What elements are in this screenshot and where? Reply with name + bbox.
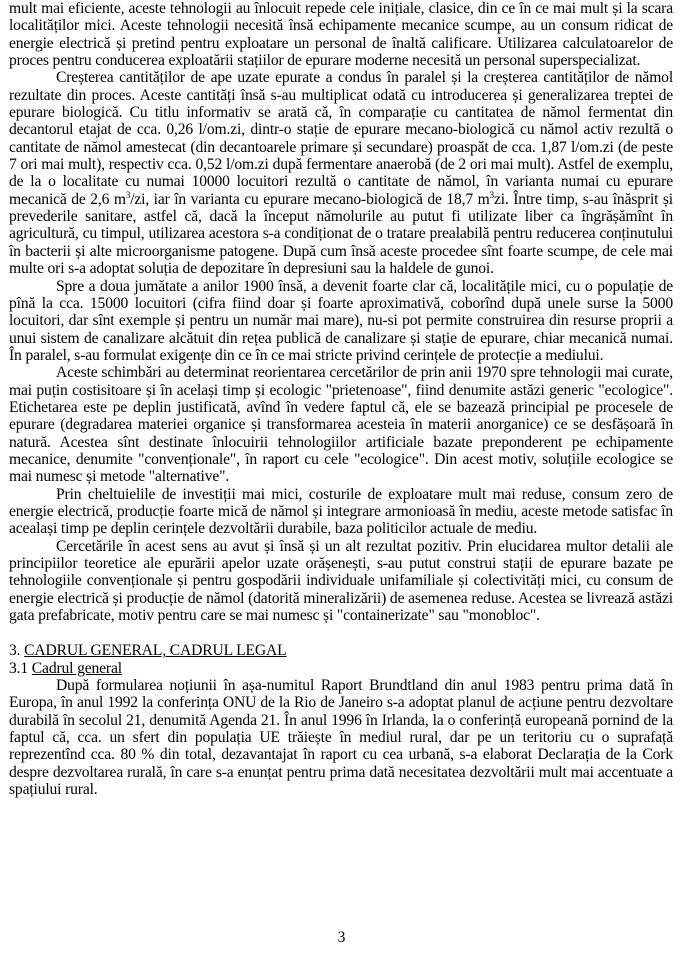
subsection-number: 3.1 <box>9 659 32 677</box>
page-number: 3 <box>337 929 346 946</box>
paragraph-text-part: /zi, iar în varianta cu epurare mecano-biologică de 18,7 m <box>130 190 490 208</box>
paragraph-text-part: Creșterea cantităților de ape uzate epurate a condus în paralel și la creșterea cantităților de nămol rezultate din proces. Aceste cantități însă s-au multiplicat odată cu introducerea și generalizarea treptei de epurare biologică. Cu titlu informativ se arată că, în comparație cu cantitatea de nămol fermentat din decantorul etajat de cca. 0,26 l/om.zi, dintr-o stație de epurare mecano-biologică cu nămol activ rezultă o cantitate de nămol amestecat (din decantoarele primare și secundare) proaspăt de cca. 1,87 l/om.zi (de peste 7 ori mai mult), respectiv cca. 0,52 l/om.zi după fermentare anaerobă (de 2 ori mai mult). Astfel de exemplu, de la o localitate cu numai 10000 locuitori rezultă o cantitate de nămol, în varianta numai cu epurare mecanică de 2,6 m <box>9 69 673 208</box>
paragraph-investment-costs: Prin cheltuielile de investiții mai mici, costurile de exploatare mult mai reduse, consum zero de energie electrică, producție foarte mică de nămol și integrare armonioasă în mediu, aceste metode satisfac în acealași timp pe deplin cerințele dezvoltării durabile, baza politicilor actuale de mediu. <box>9 485 673 538</box>
paragraph-small-localities: Spre a doua jumătate a anilor 1900 însă, a devenit foarte clar că, localitățile mici, cu o populație de pînă la cca. 15000 locuitori (cifra fiind doar și foarte aproximativă, coborînd după unele surse la 5000 locuitori, dar sînt exemple și pentru un număr mai mare), nu-si pot permite construirea din resurse proprii a unui sistem de canalizare alcătuit din rețea publică de canalizare și stație de epurare, chiar mecanică numai. În paralel, s-au formulat exigențe din ce în ce mai stricte privind cerințele de protecție a mediului. <box>9 277 673 364</box>
section-heading <box>9 642 673 659</box>
section-spacer <box>9 624 673 642</box>
subsection-title: Cadrul general <box>31 659 122 677</box>
subsection-heading <box>9 660 673 677</box>
paragraph-research-results: Cercetările în acest sens au avut și însă și un alt rezultat pozitiv. Prin elucidarea multor detalii ale principiilor teoretice ale epurării apelor uzate orășenești, s-au putut construi stații de epurare bazate pe tehnologiile convenționale și pentru gospodării individuale unifamiliale și colectivități mici, cu consum de energie electrică și producție de nămol (datorită mineralizării) de asemenea reduse. Acestea se livrează astăzi gata prefabricate, motiv pentru care se mai numesc și "containerizate" sau "monobloc". <box>9 537 673 625</box>
paragraph-technologies: mult mai eficiente, aceste tehnologii au înlocuit repede cele inițiale, clasice, din ce în ce mai mult și la scara localităților mici. Aceste tehnologii necesită însă echipamente mecanice scumpe, au un consum ridicat de energie electrică și pretind pentru exploatare un personal de înaltă calificare. Utilizarea calculatoarelor de proces pentru conducerea exploatării stațiilor de epurare moderne necesită un personal superspecializat. <box>9 0 673 70</box>
paragraph-sludge-quantities <box>9 69 673 277</box>
section-number: 3. <box>9 642 25 660</box>
paragraph-text-part: zi. Între timp, s-au înăsprit și prevederile sanitare, astfel că, dacă la început nămolurile au putut fi utilizate liber ca îngrășămînt în agricultură, cu timpul, utilizarea acestora s-a condiționat de o tratare prealabilă pentru reducerea conținutului în bacterii și alte microorganisme patogene. După cum însă aceste procedee sînt foarte scumpe, de cele mai multe ori s-a adoptat soluția de depozitare în depresiuni sau la haldele de gunoi. <box>9 190 673 278</box>
paragraph-ecological-technologies: Aceste schimbări au determinat reorientarea cercetărilor de prin anii 1970 spre tehnologii mai curate, mai puțin costisitoare și în același timp și ecologic "prietenoase", fiind denumite astăzi generic "ecologice". Etichetarea este pe deplin justificată, avînd în vedere faptul că, ele se bazează principial pe procesele de epurare (degradarea materiei organice și transformarea acesteia în materii anorganice) ce se desfășoară în natură. Acestea sînt destinate înlocuirii tehnologiilor artificiale bazate preponderent pe echipamente mecanice, denumite "convenționale", în raport cu cele "ecologice". Din acest motiv, soluțiile ecologice se mai numesc și metode "alternative". <box>9 364 673 486</box>
section-title: CADRUL GENERAL, CADRUL LEGAL <box>24 642 287 660</box>
paragraph-general-framework: După formularea noțiunii în așa-numitul Raport Brundtland din anul 1983 pentru prima dată în Europa, în anul 1992 la conferința ONU de la Rio de Janeiro s-a adoptat planul de acțiune pentru dezvoltare durabilă în secolul 21, denumită Agenda 21. În anul 1996 în Irlanda, la o conferință europeană pornind de la faptul că, cca. un sfert din populația UE trăiește în mediul rural, dar pe un teritoriu cu o suprafață reprezentînd cca. 80 % din total, dezavantajat în raport cu cea urbană, s-a elaborat Declarația de la Cork despre dezvoltarea rurală, în care s-a enunțat pentru prima dată necesitatea dezvoltării mult mai accentuate a spațiului rural. <box>9 677 673 799</box>
superscript: 3 <box>125 189 131 200</box>
document-page <box>9 0 673 798</box>
superscript: 3 <box>489 189 494 200</box>
